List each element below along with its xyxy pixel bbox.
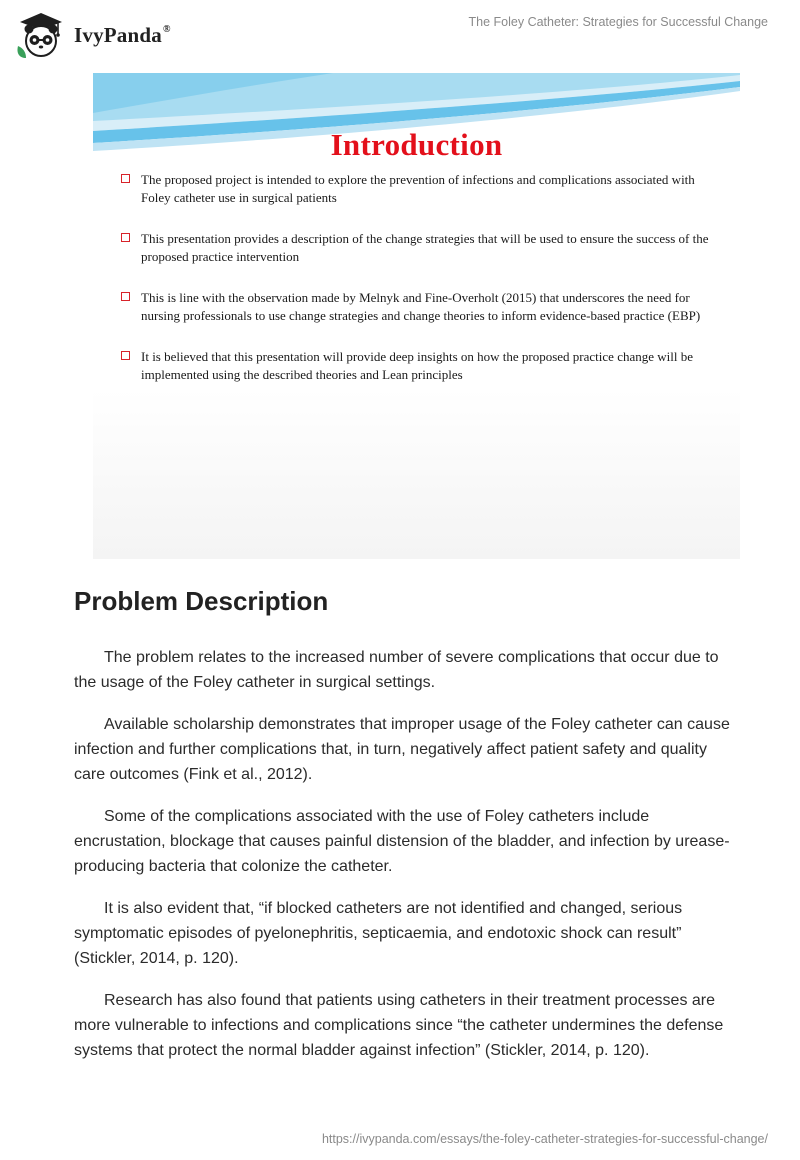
checkbox-bullet-icon [121,233,130,242]
checkbox-bullet-icon [121,292,130,301]
slide-bullet: This presentation provides a description of the change strategies that will be used to ensure the success of the proposed practice intervention [121,230,711,265]
paragraph: Research has also found that patients using catheters in their treatment processes are more vulnerable to infections and complications since “the catheter undermines the defense systems that protect the normal bladder against infection” (Stickler, 2014, p. 120). [74,992,724,1059]
panda-graduate-icon [14,10,68,60]
slide-bullet-list [121,171,711,407]
ivypanda-logo[interactable] [14,10,171,60]
checkbox-bullet-icon [121,174,130,183]
logo-text: IvyPanda® [74,22,171,47]
section-heading: Problem Description [74,586,329,616]
paragraph: The problem relates to the increased number of severe complications that occur due to the usage of the Foley catheter in surgical settings. [74,649,719,691]
slide-title: Introduction [330,127,503,162]
slide-bullet: It is believed that this presentation will provide deep insights on how the proposed practice change will be implemented using the described theories and Lean principles [121,348,711,383]
source-url[interactable]: https://ivypanda.com/essays/the-foley-catheter-strategies-for-successful-change/ [321,1132,768,1146]
paragraph: It is also evident that, “if blocked catheters are not identified and changed, serious symptomatic episodes of pyelonephritis, septicaemia, and endotoxic shock can result” (Stickler, 2014, p. 120). [74,900,683,967]
paragraph: Some of the complications associated with the use of Foley catheters include encrustation, blockage that causes painful distension of the bladder, and infection by urease-producing bacteria that colonize the catheter. [74,808,730,875]
page-header [0,0,800,72]
presentation-slide-image [93,73,740,559]
slide-bullet: This is line with the observation made by Melnyk and Fine-Overholt (2015) that underscores the need for nursing professionals to use change strategies and change theories to inform evidence-based practice (EBP) [121,289,711,324]
document-title: The Foley Catheter: Strategies for Successful Change [468,15,768,29]
article-body [74,645,734,1080]
paragraph: Available scholarship demonstrates that improper usage of the Foley catheter can cause infection and further complications that, in turn, negatively affect patient safety and quality care outcomes (Fink et al., 2012). [74,716,730,783]
slide-bullet: The proposed project is intended to explore the prevention of infections and complications associated with Foley catheter use in surgical patients [121,171,711,206]
checkbox-bullet-icon [121,351,130,360]
